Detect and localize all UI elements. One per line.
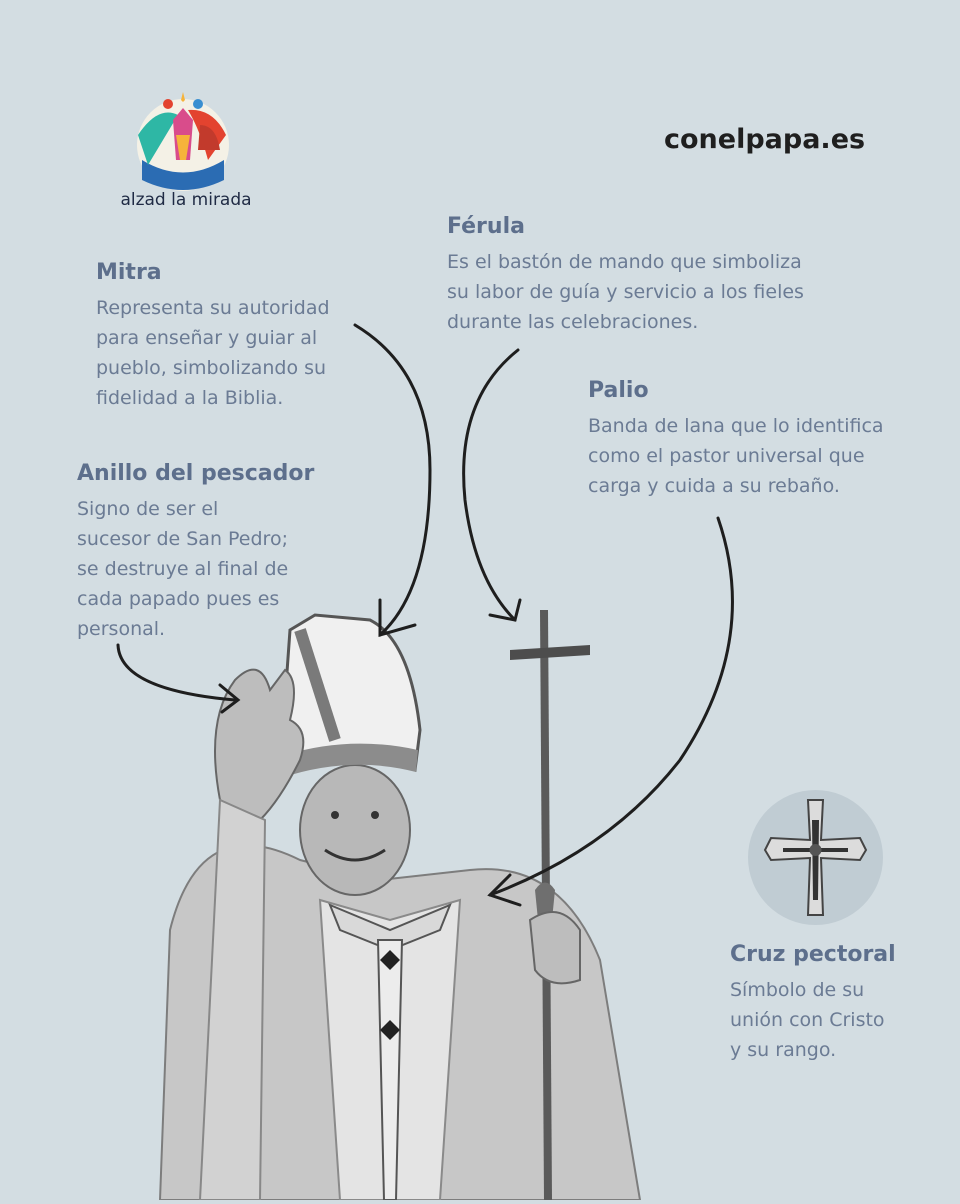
anillo-line: se destruye al final de [77, 558, 289, 580]
ferula-title: Férula [447, 214, 525, 239]
anillo-line: sucesor de San Pedro; [77, 528, 288, 550]
ferula-line: Es el bastón de mando que simboliza [447, 251, 802, 273]
ferula-arrow [464, 350, 518, 620]
mitra-line: para enseñar y guiar al [96, 327, 318, 349]
site-url: conelpapa.es [664, 124, 866, 155]
ferula-line: su labor de guía y servicio a los fieles [447, 281, 804, 303]
cruz-line: y su rango. [730, 1039, 837, 1061]
anillo-line: cada papado pues es [77, 588, 280, 610]
palio-line: carga y cuida a su rebaño. [588, 475, 840, 497]
palio-line: Banda de lana que lo identifica [588, 415, 884, 437]
ferula-line: durante las celebraciones. [447, 311, 699, 333]
mitra-arrow [355, 325, 430, 635]
cruz-title: Cruz pectoral [730, 942, 896, 967]
logo-text: alzad la mirada [120, 190, 252, 210]
mitra-line: Representa su autoridad [96, 297, 330, 319]
anillo-line: Signo de ser el [77, 498, 219, 520]
cruz-line: Símbolo de su [730, 979, 865, 1001]
mitra-line: fidelidad a la Biblia. [96, 387, 284, 409]
anillo-title: Anillo del pescador [77, 461, 315, 486]
anillo-arrow [118, 645, 235, 700]
palio-title: Palio [588, 378, 649, 403]
palio-line: como el pastor universal que [588, 445, 865, 467]
mitra-title: Mitra [96, 260, 162, 285]
cruz-line: unión con Cristo [730, 1009, 885, 1031]
anillo-line: personal. [77, 618, 166, 640]
mitra-line: pueblo, simbolizando su [96, 357, 327, 379]
palio-arrow [490, 518, 732, 895]
